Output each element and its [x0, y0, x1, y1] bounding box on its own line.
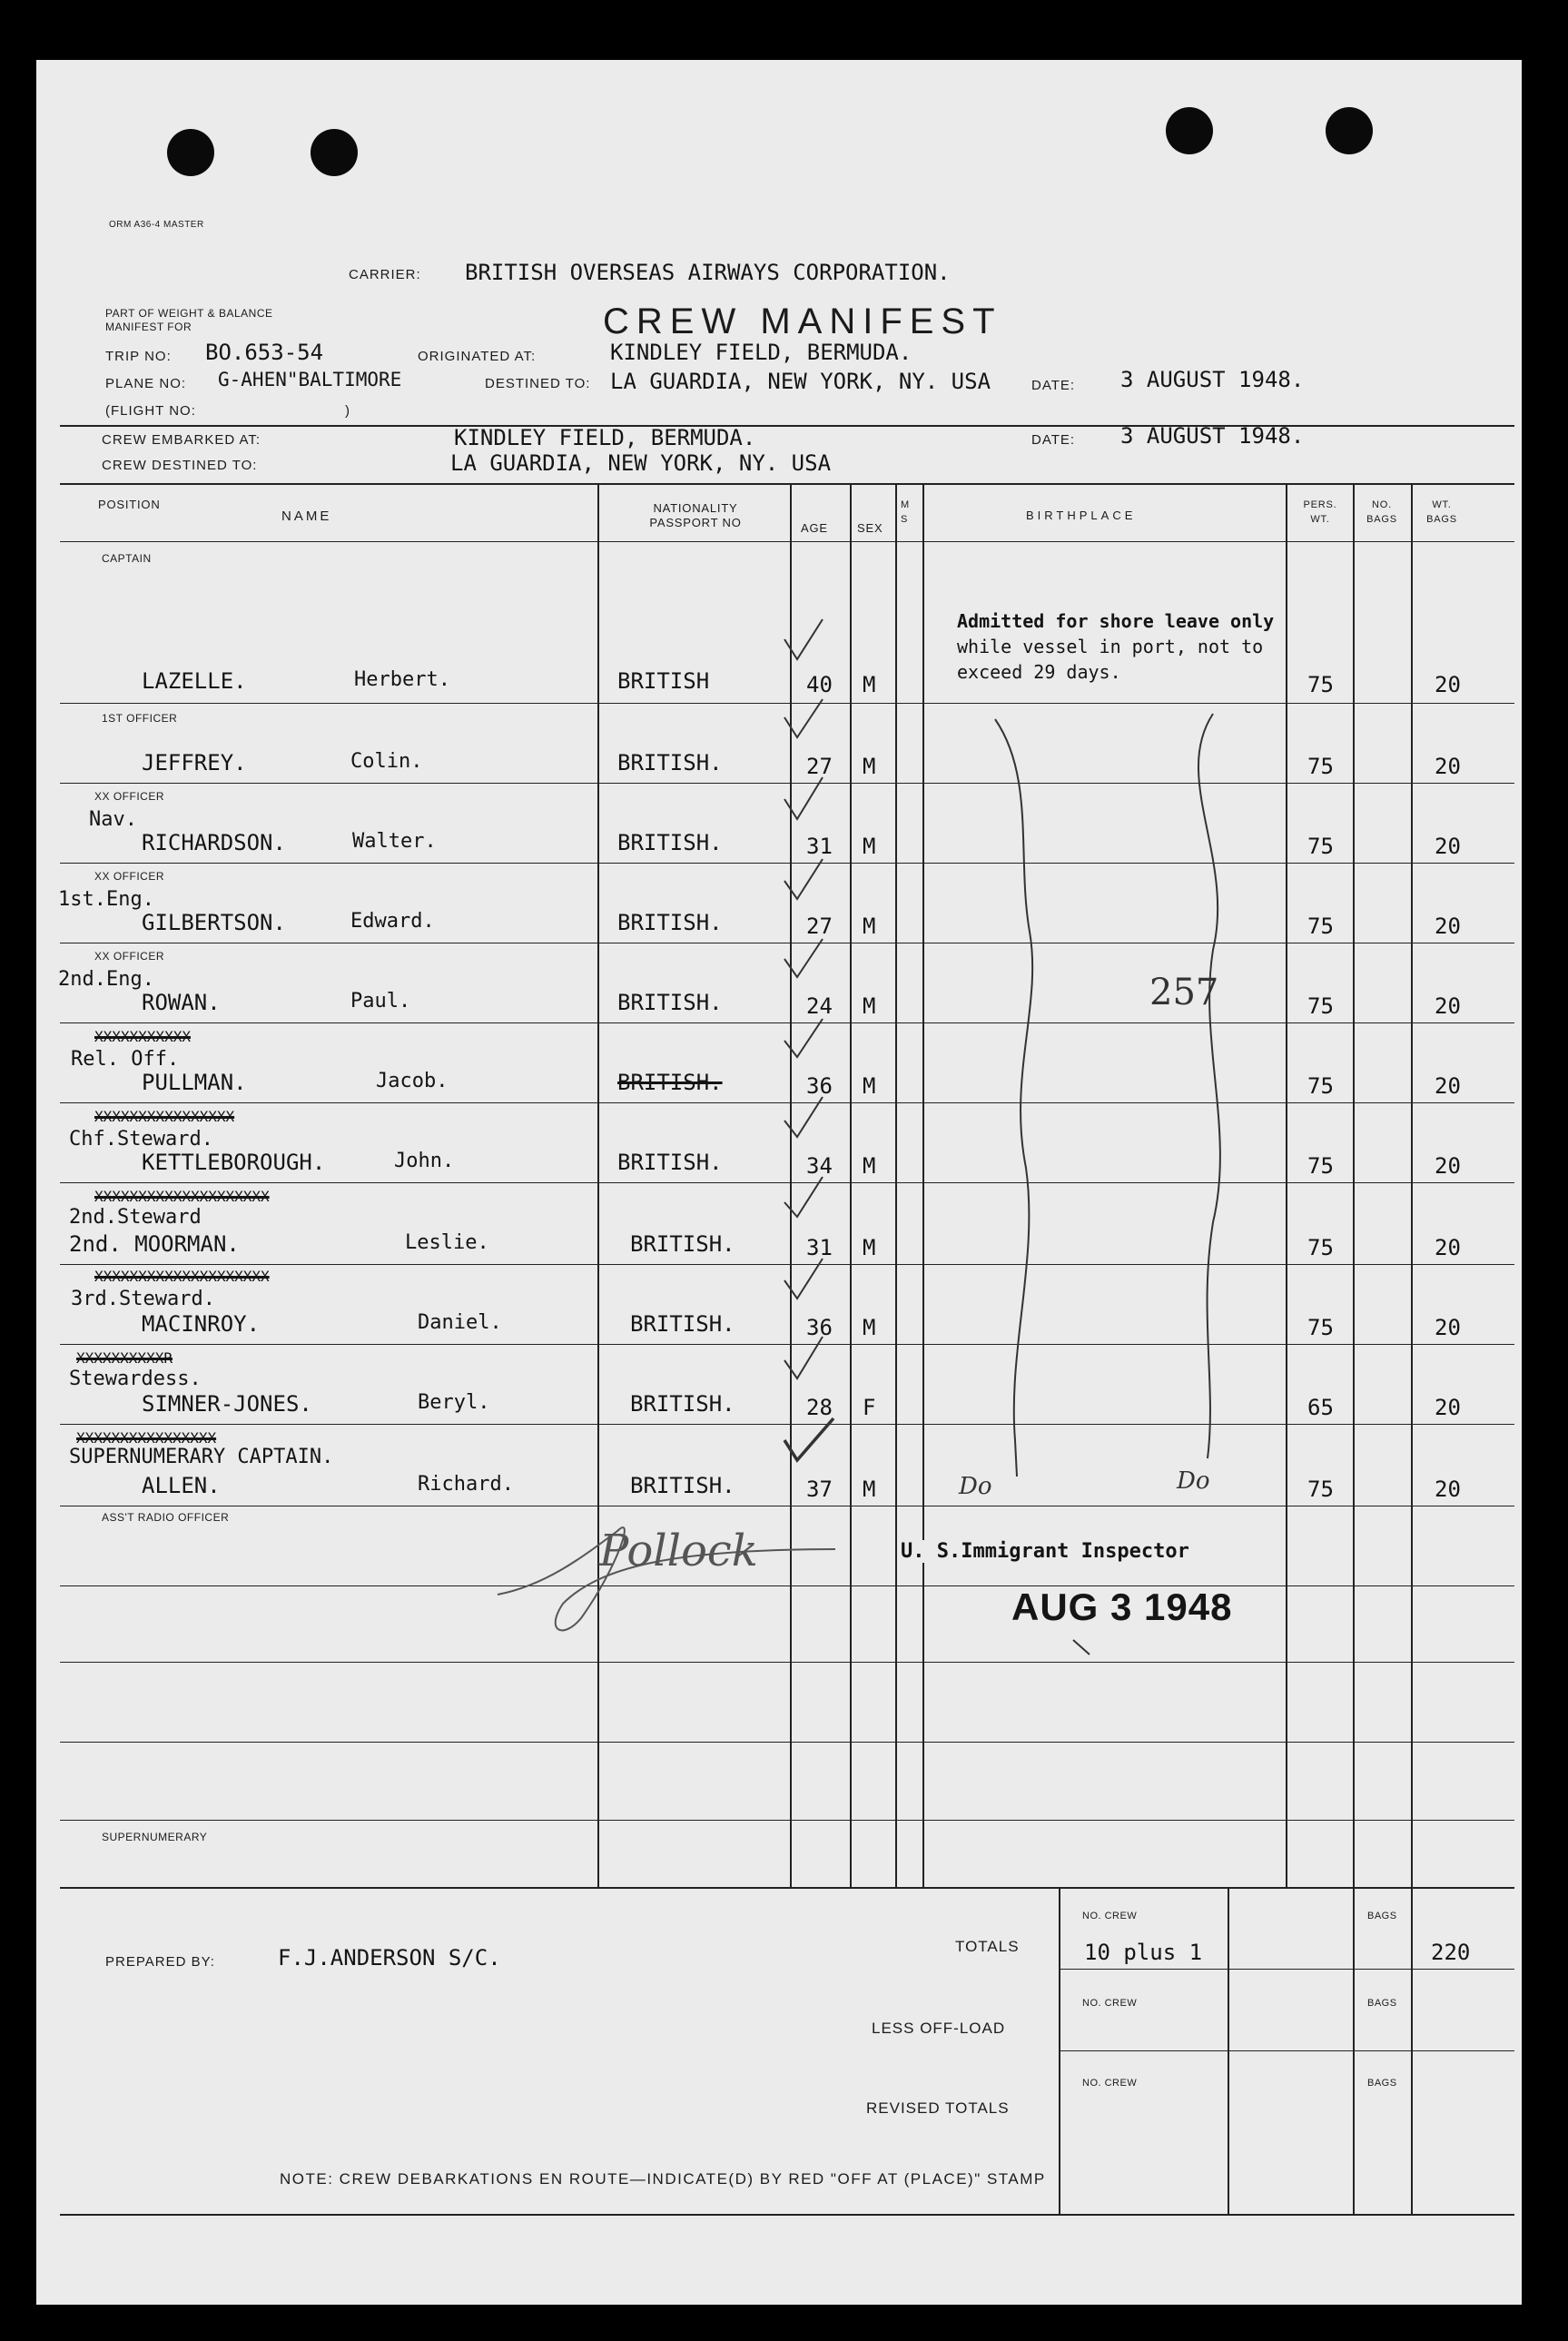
crew-age: 31 — [806, 1235, 833, 1260]
col-name: NAME — [281, 509, 332, 524]
inspector-signature: Pollock — [599, 1526, 758, 1576]
totals-crew-label: NO. CREW — [1082, 1911, 1138, 1921]
crew-wt-bags: 20 — [1435, 1073, 1461, 1099]
crew-nationality: BRITISH. — [617, 990, 723, 1015]
crew-given-name: Colin. — [350, 750, 423, 773]
crew-surname: LAZELLE. — [142, 668, 247, 694]
col-pers-wt-2: WT. — [1310, 514, 1330, 525]
crew-embarked-label: CREW EMBARKED AT: — [102, 432, 261, 448]
revised-crew-label: NO. CREW — [1082, 2078, 1138, 2089]
crew-surname: ROWAN. — [142, 990, 221, 1015]
crew-role: Stewardess. — [69, 1368, 202, 1390]
crew-age: 24 — [806, 993, 833, 1019]
crew-sex: M — [863, 1315, 876, 1340]
crew-nationality: BRITISH. — [630, 1311, 735, 1337]
crew-embarked-value: KINDLEY FIELD, BERMUDA. — [454, 425, 756, 450]
col-sex: SEX — [857, 521, 883, 535]
crew-given-name: Jacob. — [376, 1070, 449, 1092]
position-label: CAPTAIN — [102, 552, 152, 565]
ditto-mark-1: Do — [959, 1473, 992, 1500]
crew-wt-bags: 20 — [1435, 672, 1461, 697]
prepared-value: F.J.ANDERSON S/C. — [278, 1945, 501, 1971]
col-birthplace: BIRTHPLACE — [1026, 509, 1137, 522]
crew-nationality: BRITISH. — [630, 1231, 735, 1257]
date2-label: DATE: — [1031, 432, 1076, 448]
position-label: XX OFFICER — [94, 790, 165, 803]
crew-given-name: Edward. — [350, 910, 435, 933]
crew-pers-wt: 75 — [1307, 834, 1334, 859]
form-id: ORM A36-4 MASTER — [109, 220, 204, 230]
crew-nationality: BRITISH. — [617, 910, 723, 935]
trip-value: BO.653-54 — [205, 340, 324, 365]
crew-given-name: Richard. — [418, 1473, 514, 1496]
crew-sex: M — [863, 1235, 876, 1260]
crew-age: 36 — [806, 1073, 833, 1099]
crew-age: 28 — [806, 1395, 833, 1420]
crew-surname: JEFFREY. — [142, 750, 247, 775]
crew-given-name: Beryl. — [418, 1391, 490, 1414]
part-of-line-2: MANIFEST FOR — [105, 321, 192, 333]
stamp-date: AUG 3 1948 — [1011, 1585, 1233, 1628]
crew-age: 36 — [806, 1315, 833, 1340]
crew-given-name: Walter. — [352, 830, 437, 853]
birthplace-note-line-1: Admitted for shore leave only — [957, 610, 1275, 632]
crew-pers-wt: 75 — [1307, 1153, 1334, 1179]
crew-given-name: Leslie. — [405, 1231, 489, 1254]
crew-wt-bags: 20 — [1435, 1395, 1461, 1420]
col-wt-bags-1: WT. — [1432, 499, 1452, 510]
crew-nationality: BRITISH. — [617, 830, 723, 855]
part-of-line-1: PART OF WEIGHT & BALANCE — [105, 307, 273, 320]
date1-value: 3 AUGUST 1948. — [1120, 367, 1305, 392]
crew-age: 34 — [806, 1153, 833, 1179]
crew-surname: GILBERTSON. — [142, 910, 286, 935]
crew-wt-bags: 20 — [1435, 914, 1461, 939]
crew-surname: RICHARDSON. — [142, 830, 286, 855]
crew-nationality: BRITISH. — [617, 750, 723, 775]
position-label: XXXXXXXXXXR — [76, 1349, 173, 1367]
crew-nationality: BRITISH. — [630, 1473, 735, 1498]
carrier-value: BRITISH OVERSEAS AIRWAYS CORPORATION. — [465, 260, 951, 285]
crew-sex: F — [863, 1395, 876, 1420]
crew-nationality: BRITISH. — [617, 1150, 723, 1175]
crew-surname: ALLEN. — [142, 1473, 221, 1498]
manifest-sheet — [36, 60, 1522, 2305]
crew-role: 2nd.Steward — [69, 1206, 202, 1229]
page-title: CREW MANIFEST — [603, 301, 1002, 341]
crew-sex: M — [863, 993, 876, 1019]
revised-label: REVISED TOTALS — [866, 2099, 1010, 2117]
handwritten-number: 257 — [1149, 972, 1219, 1013]
col-nationality-2: PASSPORT NO — [649, 516, 742, 529]
position-label: XX OFFICER — [94, 950, 165, 963]
originated-value: KINDLEY FIELD, BERMUDA. — [610, 340, 912, 365]
crew-sex: M — [863, 1153, 876, 1179]
crew-given-name: Daniel. — [418, 1311, 502, 1334]
crew-nationality: BRITISH — [617, 668, 710, 694]
crew-wt-bags: 20 — [1435, 1153, 1461, 1179]
birthplace-note-line-3: exceed 29 days. — [957, 661, 1121, 683]
crew-surname: MACINROY. — [142, 1311, 261, 1337]
crew-sex: M — [863, 914, 876, 939]
crew-pers-wt: 65 — [1307, 1395, 1334, 1420]
crew-role: 1st.Eng. — [58, 888, 154, 911]
crew-nationality: BRITISH. — [617, 1070, 723, 1095]
crew-role: Nav. — [89, 808, 137, 831]
crew-sex: M — [863, 672, 876, 697]
footer-note: NOTE: CREW DEBARKATIONS EN ROUTE—INDICATE(D) BY RED "OFF AT (PLACE)" STAMP — [280, 2170, 1046, 2188]
crew-wt-bags: 20 — [1435, 1235, 1461, 1260]
col-pers-wt-1: PERS. — [1303, 499, 1337, 510]
col-age: AGE — [801, 521, 828, 535]
crew-age: 27 — [806, 914, 833, 939]
position-label: XXXXXXXXXXXXXXXX — [76, 1429, 217, 1447]
col-no-bags-1: NO. — [1372, 499, 1392, 510]
crew-given-name: John. — [394, 1150, 455, 1172]
destined-value: LA GUARDIA, NEW YORK, NY. USA — [610, 369, 991, 394]
crew-sex: M — [863, 834, 876, 859]
crew-age: 40 — [806, 672, 833, 697]
carrier-label: CARRIER: — [349, 267, 421, 282]
asst-radio-label: ASS'T RADIO OFFICER — [102, 1511, 230, 1524]
plane-value: G-AHEN"BALTIMORE — [218, 369, 402, 390]
position-label: XX OFFICER — [94, 870, 165, 883]
plane-label: PLANE NO: — [105, 376, 187, 391]
supernumerary-label: SUPERNUMERARY — [102, 1831, 208, 1843]
col-position: POSITION — [98, 498, 161, 511]
crew-pers-wt: 75 — [1307, 1477, 1334, 1502]
crew-destined-label: CREW DESTINED TO: — [102, 458, 258, 473]
crew-wt-bags: 20 — [1435, 1315, 1461, 1340]
col-nationality-1: NATIONALITY — [653, 501, 738, 515]
col-no-bags-2: BAGS — [1366, 514, 1397, 525]
position-label: XXXXXXXXXXXXXXXXXXXX — [94, 1188, 270, 1205]
crew-sex: M — [863, 754, 876, 779]
destined-label: DESTINED TO: — [481, 376, 590, 391]
crew-age: 37 — [806, 1477, 833, 1502]
crew-pers-wt: 75 — [1307, 1235, 1334, 1260]
trip-label: TRIP NO: — [105, 349, 172, 364]
position-label: 1ST OFFICER — [102, 712, 178, 725]
crew-pers-wt: 75 — [1307, 993, 1334, 1019]
crew-role: SUPERNUMERARY CAPTAIN. — [69, 1446, 334, 1468]
crew-given-name: Herbert. — [354, 668, 450, 691]
crew-wt-bags: 20 — [1435, 754, 1461, 779]
crew-age: 31 — [806, 834, 833, 859]
col-ms-1: M — [901, 499, 910, 510]
crew-role: 2nd.Eng. — [58, 968, 154, 991]
crew-wt-bags: 20 — [1435, 993, 1461, 1019]
crew-surname: KETTLEBOROUGH. — [142, 1150, 326, 1175]
offload-label: LESS OFF-LOAD — [872, 2020, 1006, 2037]
crew-sex: M — [863, 1073, 876, 1099]
revised-bags-label: BAGS — [1367, 2078, 1397, 2089]
inspector-stamp: U. S.Immigrant Inspector — [901, 1540, 1189, 1563]
totals-label: TOTALS — [955, 1938, 1020, 1955]
crew-role: Chf.Steward. — [69, 1128, 213, 1151]
crew-sex: M — [863, 1477, 876, 1502]
crew-wt-bags: 20 — [1435, 1477, 1461, 1502]
offload-crew-label: NO. CREW — [1082, 1998, 1138, 2009]
crew-given-name: Paul. — [350, 990, 411, 1012]
flight-label: (FLIGHT NO: — [105, 403, 196, 419]
originated-label: ORIGINATED AT: — [418, 349, 537, 364]
crew-nationality: BRITISH. — [630, 1391, 735, 1417]
crew-role: Rel. Off. — [71, 1048, 180, 1071]
crew-surname: 2nd. MOORMAN. — [69, 1231, 240, 1257]
crew-pers-wt: 75 — [1307, 914, 1334, 939]
crew-pers-wt: 75 — [1307, 1315, 1334, 1340]
totals-crew-value: 10 plus 1 — [1084, 1940, 1203, 1965]
crew-pers-wt: 75 — [1307, 672, 1334, 697]
crew-pers-wt: 75 — [1307, 754, 1334, 779]
crew-destined-value: LA GUARDIA, NEW YORK, NY. USA — [450, 450, 832, 476]
birthplace-note-line-2: while vessel in port, not to — [957, 636, 1264, 657]
col-ms-2: S — [901, 514, 909, 525]
flight-value: ) — [345, 403, 350, 419]
ditto-mark-2: Do — [1177, 1467, 1210, 1495]
crew-surname: SIMNER-JONES. — [142, 1391, 312, 1417]
crew-role: 3rd.Steward. — [71, 1288, 215, 1310]
position-label: XXXXXXXXXXXXXXXXXXXX — [94, 1268, 270, 1285]
col-wt-bags-2: BAGS — [1426, 514, 1457, 525]
prepared-label: PREPARED BY: — [105, 1954, 215, 1970]
crew-pers-wt: 75 — [1307, 1073, 1334, 1099]
offload-bags-label: BAGS — [1367, 1998, 1397, 2009]
crew-wt-bags: 20 — [1435, 834, 1461, 859]
crew-age: 27 — [806, 754, 833, 779]
crew-surname: PULLMAN. — [142, 1070, 247, 1095]
totals-bags-value: 220 — [1431, 1940, 1471, 1965]
totals-bags-label: BAGS — [1367, 1911, 1397, 1921]
position-label: XXXXXXXXXXXXXXXX — [94, 1108, 235, 1125]
position-label: XXXXXXXXXXX — [94, 1028, 191, 1045]
date1-label: DATE: — [1031, 378, 1076, 393]
date2-value: 3 AUGUST 1948. — [1120, 423, 1305, 449]
